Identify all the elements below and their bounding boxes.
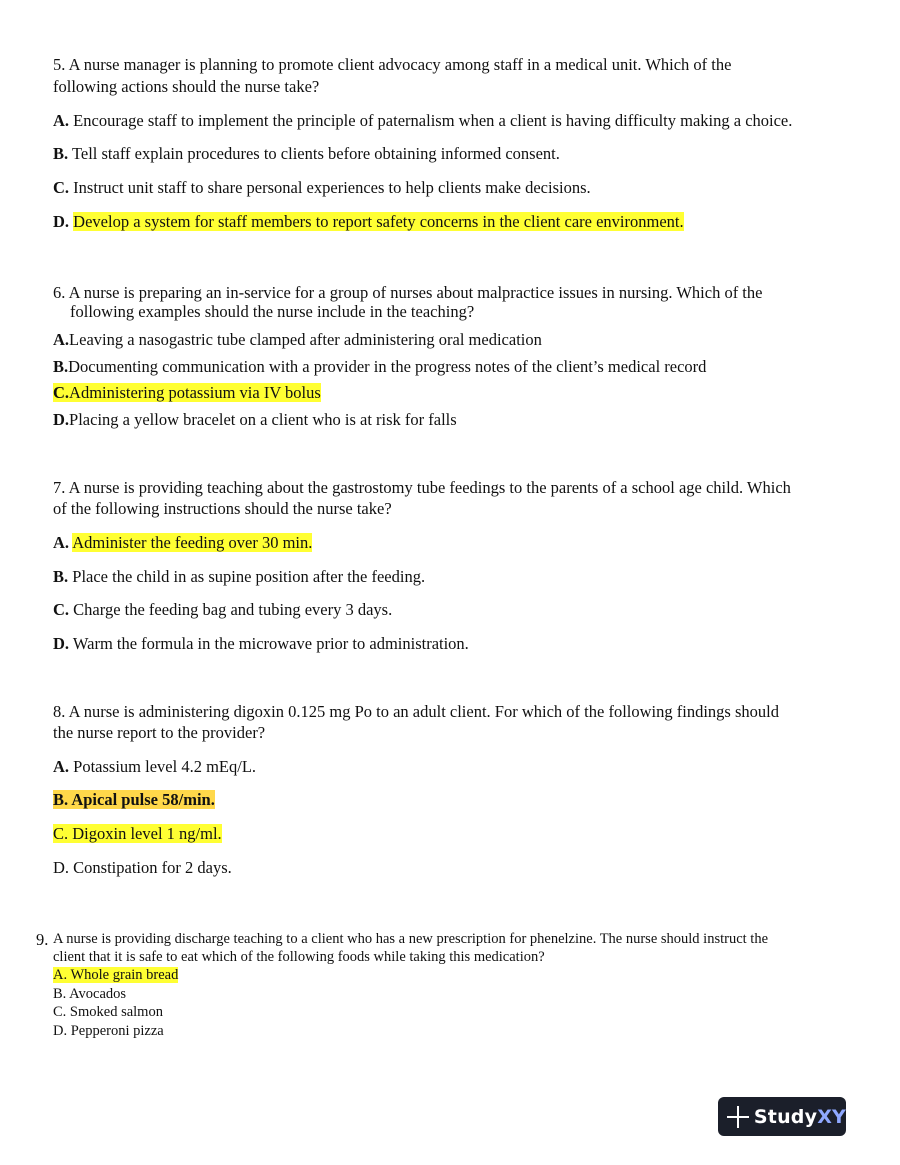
q9-option-b: B. Avocados [53,986,127,1002]
q7-answer-highlight: Administer the feeding over 30 min. [72,533,313,552]
plus-icon [727,1106,746,1128]
q8-stem-line1: 8. A nurse is administering digoxin 0.125 mg Po to an adult client. For which of the following findings should [53,702,779,721]
q9-stem-line2: client that it is safe to eat which of the following foods while taking this medication? [53,949,545,965]
q9-answer-highlight: A. Whole grain bread [53,967,179,983]
q8-option-d: D. Constipation for 2 days. [53,858,232,877]
q9-number: 9. [36,930,49,949]
q8-option-c [53,823,222,844]
q6-option-d: D.Placing a yellow bracelet on a client who is at risk for falls [53,410,457,429]
q7-option-a: A. Administer the feeding over 30 min. [53,533,313,552]
q6-stem-line1: 6. A nurse is preparing an in-service for a group of nurses about malpractice issues in nursing. Which of the [53,283,763,302]
q9-stem-line1: A nurse is providing discharge teaching to a client who has a new prescription for phenelzine. The nurse should instruct the [53,931,769,947]
q5-stem-line2: following actions should the nurse take? [53,77,320,96]
q5-option-a: A. Encourage staff to implement the principle of paternalism when a client is having difficulty making a choice. [53,111,793,130]
q8-option-a: A. Potassium level 4.2 mEq/L. [53,757,257,776]
q7-option-d: D. Warm the formula in the microwave prior to administration. [53,634,469,653]
q9-option-c: C. Smoked salmon [53,1004,163,1020]
q5-option-d: D. Develop a system for staff members to report safety concerns in the client care environment. [53,212,684,231]
q8-answer-highlight-b: B. Apical pulse 58/min. [53,790,215,809]
q9-option-d: D. Pepperoni pizza [53,1023,164,1039]
q8-stem-line2: the nurse report to the provider? [53,723,266,742]
q6-stem-line2: following examples should the nurse include in the teaching? [70,302,475,321]
q7-option-b: B. Place the child in as supine position after the feeding. [53,567,426,586]
q8-answer-highlight-c: C. Digoxin level 1 ng/ml. [53,824,222,843]
q6-answer-highlight: C.Administering potassium via IV bolus [53,383,321,402]
q7-stem-line2: of the following instructions should the nurse take? [53,499,392,518]
q6-option-c [53,382,321,403]
q9-option-a [53,966,178,984]
studyxy-wordmark: StudyXY [753,1105,846,1128]
q7-stem-line1: 7. A nurse is providing teaching about the gastrostomy tube feedings to the parents of a school age child. Which [53,478,791,497]
q5-answer-highlight: Develop a system for staff members to report safety concerns in the client care environment. [73,212,684,231]
q5-option-c: C. Instruct unit staff to share personal experiences to help clients make decisions. [53,178,591,197]
q8-option-b [53,789,215,810]
q6-option-a: A.Leaving a nasogastric tube clamped after administering oral medication [53,330,542,349]
q6-option-b: B.Documenting communication with a provider in the progress notes of the client’s medical record [53,357,707,376]
q5-stem-line1: 5. A nurse manager is planning to promote client advocacy among staff in a medical unit. Which of the [53,55,732,74]
q7-option-c: C. Charge the feeding bag and tubing every 3 days. [53,600,393,619]
studyxy-logo [718,1097,846,1136]
q5-option-b: B. Tell staff explain procedures to clients before obtaining informed consent. [53,144,560,163]
